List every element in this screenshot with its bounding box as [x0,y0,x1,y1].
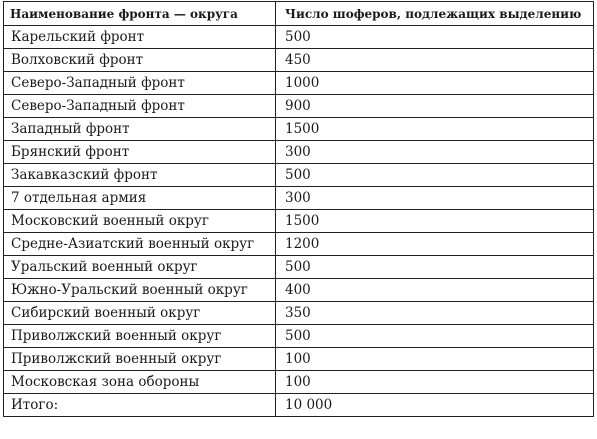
cell-front-name: Закавказский фронт [4,164,276,187]
header-front-name: Наименование фронта — округа [4,2,276,26]
cell-drivers-count: 500 [276,26,594,49]
cell-drivers-count: 1000 [276,72,594,95]
table-row [4,164,594,187]
cell-front-name: Западный фронт [4,118,276,141]
cell-front-name: Уральский военный округ [4,256,276,279]
document-table-container [3,1,593,417]
cell-front-name: Итого: [4,394,276,417]
header-drivers-count: Число шоферов, подлежащих выделению [276,2,594,26]
cell-drivers-count: 1500 [276,210,594,233]
cell-drivers-count: 450 [276,49,594,72]
cell-front-name: Приволжский военный округ [4,348,276,371]
table-body [4,26,594,417]
cell-front-name: Карельский фронт [4,26,276,49]
table-row [4,141,594,164]
table-row [4,256,594,279]
cell-drivers-count: 500 [276,164,594,187]
table-row [4,72,594,95]
cell-front-name: Средне-Азиатский военный округ [4,233,276,256]
cell-front-name: Волховский фронт [4,49,276,72]
cell-front-name: Сибирский военный округ [4,302,276,325]
cell-front-name: Брянский фронт [4,141,276,164]
cell-drivers-count: 500 [276,256,594,279]
cell-front-name: 7 отдельная армия [4,187,276,210]
cell-drivers-count: 500 [276,325,594,348]
table-row [4,325,594,348]
cell-front-name: Московский военный округ [4,210,276,233]
table-row [4,348,594,371]
table-row [4,302,594,325]
cell-drivers-count: 1500 [276,118,594,141]
drivers-allocation-table [3,1,594,417]
cell-front-name: Северо-Западный фронт [4,95,276,118]
cell-drivers-count: 300 [276,141,594,164]
table-row [4,279,594,302]
cell-drivers-count: 900 [276,95,594,118]
cell-front-name: Московская зона обороны [4,371,276,394]
cell-drivers-count: 100 [276,371,594,394]
cell-front-name: Южно-Уральский военный округ [4,279,276,302]
cell-front-name: Приволжский военный округ [4,325,276,348]
table-row [4,49,594,72]
table-row [4,371,594,394]
cell-drivers-count: 100 [276,348,594,371]
cell-drivers-count: 10 000 [276,394,594,417]
table-row [4,233,594,256]
cell-drivers-count: 400 [276,279,594,302]
cell-front-name: Северо-Западный фронт [4,72,276,95]
table-row [4,26,594,49]
table-header-row [4,2,594,26]
table-row [4,95,594,118]
table-row [4,210,594,233]
cell-drivers-count: 300 [276,187,594,210]
table-row [4,187,594,210]
table-row [4,118,594,141]
cell-drivers-count: 350 [276,302,594,325]
table-total-row [4,394,594,417]
cell-drivers-count: 1200 [276,233,594,256]
